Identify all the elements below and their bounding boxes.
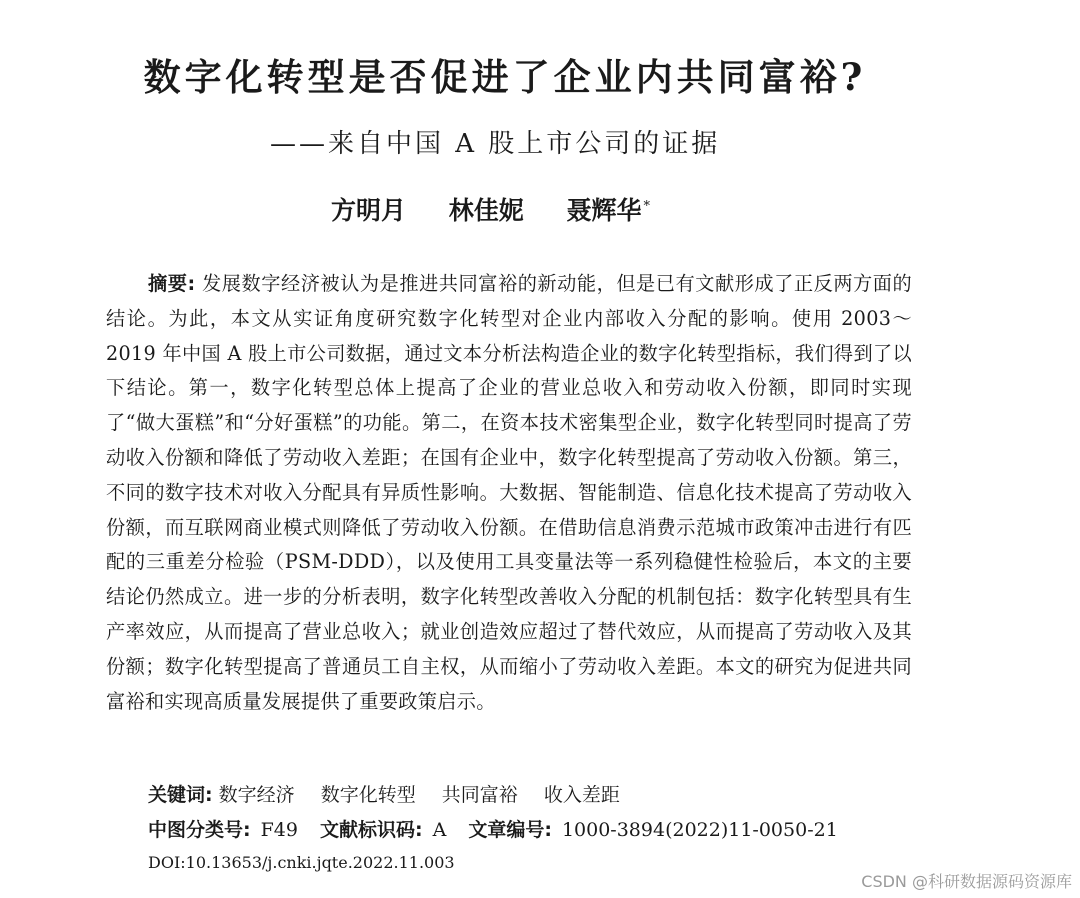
author-name: 林佳妮 <box>448 196 524 225</box>
author-name-text: 聂辉华 <box>566 196 642 225</box>
paper-title: 数字化转型是否促进了企业内共同富裕? <box>143 55 867 99</box>
watermark: CSDN @科研数据源码资源库 <box>861 872 1072 891</box>
classification-line <box>148 815 838 845</box>
abstract <box>106 267 912 719</box>
keywords-label: 关键词: <box>148 784 213 806</box>
keyword: 数字化转型 <box>320 784 416 806</box>
keywords-line <box>148 780 640 810</box>
doi: DOI:10.13653/j.cnki.jqte.2022.11.003 <box>148 853 455 872</box>
author-list <box>331 191 650 231</box>
article-number-label: 文章编号: <box>468 819 552 841</box>
corresponding-author-mark: * <box>643 199 650 214</box>
keyword: 共同富裕 <box>441 784 518 806</box>
abstract-text: 发展数字经济被认为是推进共同富裕的新动能，但是已有文献形成了正反两方面的结论。为此，本文从实证角度研究数字化转型对企业内部收入分配的影响。使用 2003～2019 年中国 A 股上市公司数据，通过文本分析法构造企业的数字化转型指标，我们得到了以下结论。第一，数字化转型总体上提高了企业的营业总收入和劳动收入份额，即同时实现了“做大蛋糕”和“分好蛋糕”的功能。第二，在资本技术密集型企业，数字化转型同时提高了劳动收入份额和降低了劳动收入差距；在国有企业中，数字化转型提高了劳动收入份额。第三，不同的数字技术对收入分配具有异质性影响。大数据、智能制造、信息化技术提高了劳动收入份额，而互联网商业模式则降低了劳动收入份额。在借助信息消费示范城市政策冲击进行有匹配的三重差分检验（PSM-DDD），以及使用工具变量法等一系列稳健性检验后，本文的主要结论仍然成立。进一步的分析表明，数字化转型改善收入分配的机制包括：数字化转型具有生产率效应，从而提高了营业总收入；就业创造效应超过了替代效应，从而提高了劳动收入及其份额；数字化转型提高了普通员工自主权，从而缩小了劳动收入差距。本文的研究为促进共同富裕和实现高质量发展提供了重要政策启示。 <box>106 272 912 713</box>
article-number-value: 1000-3894(2022)11-0050-21 <box>561 819 838 841</box>
paper-subtitle: ——来自中国 A 股上市公司的证据 <box>270 129 721 159</box>
keyword: 收入差距 <box>543 784 620 806</box>
author-name <box>566 191 650 231</box>
doc-code-value: A <box>432 819 447 841</box>
doc-code-label: 文献标识码: <box>319 819 423 841</box>
keyword: 数字经济 <box>218 784 295 806</box>
clc-label: 中图分类号: <box>148 819 251 841</box>
abstract-label: 摘要: <box>148 272 196 295</box>
author-name: 方明月 <box>331 196 407 225</box>
clc-value: F49 <box>260 819 298 841</box>
